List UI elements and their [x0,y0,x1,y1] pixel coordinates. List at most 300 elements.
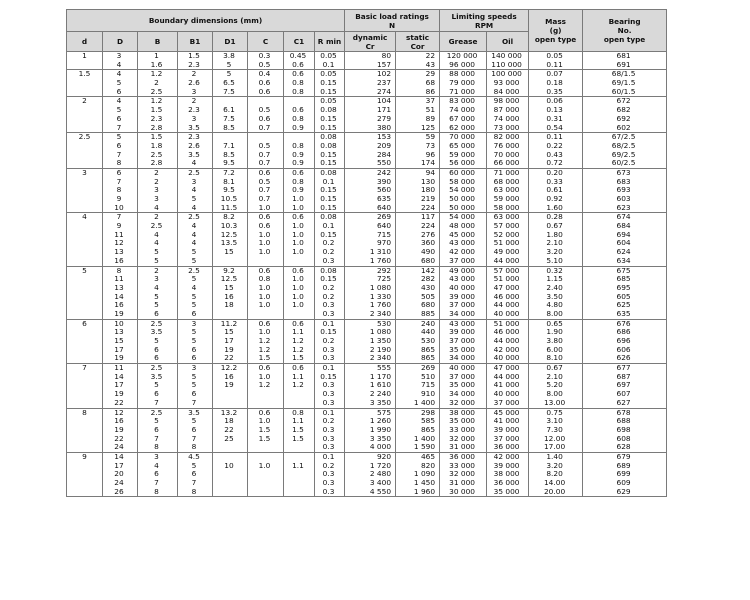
cell-static: 910 [396,390,440,399]
cell-B: 2.5 [138,319,178,328]
cell-mass: 17.00 [529,443,583,452]
cell-bearing-no: 691 [583,61,667,70]
cell-rmin: 0.3 [315,399,345,408]
cell-C: 0.5 [248,61,284,70]
cell-B1: 2.6 [178,79,213,88]
cell-B: 5 [138,381,178,390]
cell-mass: 3.10 [529,417,583,426]
cell-grease: 88 000 [440,70,487,79]
cell-C1: 0.6 [284,319,315,328]
cell-grease: 79 000 [440,79,487,88]
cell-d [67,275,103,284]
cell-D: 26 [103,488,138,497]
cell-static: 490 [396,248,440,257]
cell-C1: 0.9 [284,159,315,168]
cell-grease: 50 000 [440,204,487,213]
cell-B: 6 [138,470,178,479]
cell-B: 3.5 [138,373,178,382]
cell-D1: 19 [213,381,248,390]
cell-oil: 46 000 [487,293,529,302]
cell-mass: 5.10 [529,257,583,266]
cell-B: 1.5 [138,133,178,142]
cell-oil: 93 000 [487,79,529,88]
cell-D: 4 [103,70,138,79]
cell-rmin: 0.3 [315,354,345,363]
cell-grease: 35 000 [440,417,487,426]
cell-D: 19 [103,354,138,363]
cell-C: 0.6 [248,79,284,88]
cell-dynamic: 575 [345,408,396,417]
cell-d: 5 [67,266,103,275]
cell-static: 530 [396,337,440,346]
cell-B1: 5 [178,275,213,284]
cell-static: 865 [396,354,440,363]
cell-dynamic: 640 [345,222,396,231]
cell-d: 8 [67,408,103,417]
cell-grease: 43 000 [440,239,487,248]
cell-D1: 5 [213,70,248,79]
cell-D: 15 [103,337,138,346]
cell-grease: 37 000 [440,257,487,266]
cell-B: 2.5 [138,88,178,97]
cell-D: 11 [103,275,138,284]
cell-grease: 34 000 [440,310,487,319]
cell-D1: 10.5 [213,195,248,204]
cell-bearing-no: 627 [583,399,667,408]
cell-B1: 5 [178,381,213,390]
cell-C: 0.6 [248,88,284,97]
cell-C: 0.6 [248,213,284,222]
cell-bearing-no: 624 [583,248,667,257]
limiting-speeds-header: Limiting speeds RPM [440,10,529,32]
cell-B: 1.8 [138,142,178,151]
cell-oil: 76 000 [487,142,529,151]
cell-B1: 7 [178,399,213,408]
cell-B: 7 [138,399,178,408]
cell-rmin: 0.3 [315,310,345,319]
cell-B1: 5 [178,293,213,302]
cell-B1: 2.5 [178,266,213,275]
table-row [67,106,667,115]
cell-rmin: 0.2 [315,284,345,293]
cell-B: 6 [138,354,178,363]
cell-oil: 100 000 [487,70,529,79]
cell-grease: 37 000 [440,301,487,310]
table-row [67,151,667,160]
cell-oil: 44 000 [487,257,529,266]
cell-D: 3 [103,52,138,61]
cell-static: 430 [396,284,440,293]
cell-C1: 1.0 [284,204,315,213]
col-rmin-header: R min [315,32,345,52]
cell-grease: 67 000 [440,115,487,124]
cell-B1: 3 [178,319,213,328]
table-row [67,364,667,373]
cell-oil: 42 000 [487,346,529,355]
table-row [67,195,667,204]
cell-mass: 3.20 [529,248,583,257]
cell-D1: 10 [213,462,248,471]
cell-d [67,106,103,115]
cell-dynamic: 1 720 [345,462,396,471]
cell-oil: 40 000 [487,310,529,319]
table-row [67,293,667,302]
cell-static: 865 [396,346,440,355]
cell-mass: 13.00 [529,399,583,408]
cell-D1: 19 [213,346,248,355]
cell-C1 [284,390,315,399]
cell-static: 715 [396,381,440,390]
cell-C: 1.0 [248,204,284,213]
table-row [67,231,667,240]
cell-dynamic: 2 480 [345,470,396,479]
cell-mass: 2.10 [529,239,583,248]
table-body [67,52,667,497]
table-row [67,97,667,106]
cell-d [67,488,103,497]
cell-d [67,248,103,257]
cell-grease: 39 000 [440,328,487,337]
cell-oil: 42 000 [487,452,529,461]
cell-rmin: 0.08 [315,142,345,151]
cell-C: 0.5 [248,178,284,187]
cell-d [67,373,103,382]
cell-B1: 6 [178,354,213,363]
cell-B1: 5 [178,462,213,471]
table-row [67,319,667,328]
cell-mass: 0.05 [529,52,583,61]
cell-D1: 8.2 [213,213,248,222]
cell-bearing-no: 68/1.5 [583,70,667,79]
table-row [67,79,667,88]
cell-bearing-no: 672 [583,97,667,106]
cell-B1: 7 [178,435,213,444]
cell-d [67,222,103,231]
cell-oil: 40 000 [487,354,529,363]
cell-C: 1.5 [248,426,284,435]
cell-d [67,479,103,488]
cell-bearing-no: 674 [583,213,667,222]
cell-C1: 0.6 [284,168,315,177]
cell-D1: 7.1 [213,142,248,151]
table-row [67,408,667,417]
table-row [67,310,667,319]
cell-mass: 0.43 [529,151,583,160]
cell-dynamic: 2 340 [345,310,396,319]
cell-D1: 22 [213,426,248,435]
cell-C1: 0.6 [284,213,315,222]
cell-grease: 31 000 [440,479,487,488]
cell-grease: 71 000 [440,88,487,97]
cell-D1: 12.5 [213,275,248,284]
cell-grease: 30 000 [440,488,487,497]
cell-B1: 3.5 [178,124,213,133]
cell-static: 585 [396,417,440,426]
cell-oil: 47 000 [487,284,529,293]
table-row [67,354,667,363]
cell-D: 14 [103,452,138,461]
cell-C1: 0.6 [284,106,315,115]
cell-dynamic: 920 [345,452,396,461]
cell-rmin: 0.1 [315,452,345,461]
col-B1-header: B1 [178,32,213,52]
cell-D: 5 [103,79,138,88]
cell-C: 0.7 [248,195,284,204]
cell-C1: 1.0 [284,195,315,204]
cell-B1: 4 [178,284,213,293]
cell-C1: 0.6 [284,364,315,373]
cell-rmin: 0.3 [315,381,345,390]
cell-B: 2.5 [138,222,178,231]
cell-B1: 3 [178,364,213,373]
table-row [67,159,667,168]
cell-oil: 44 000 [487,373,529,382]
cell-C [248,399,284,408]
cell-dynamic: 530 [345,319,396,328]
cell-C1: 1.0 [284,248,315,257]
cell-D: 4 [103,97,138,106]
cell-mass: 8.00 [529,390,583,399]
cell-static: 73 [396,142,440,151]
cell-grease: 34 000 [440,390,487,399]
cell-rmin: 0.2 [315,248,345,257]
cell-D1: 12.2 [213,364,248,373]
cell-bearing-no: 699 [583,470,667,479]
cell-D1: 9.5 [213,159,248,168]
cell-mass: 0.18 [529,79,583,88]
cell-mass: 8.10 [529,354,583,363]
cell-D: 16 [103,257,138,266]
cell-rmin: 0.3 [315,443,345,452]
cell-D1: 12.5 [213,231,248,240]
cell-D1: 5 [213,61,248,70]
cell-C1: 1.0 [284,239,315,248]
cell-d [67,346,103,355]
cell-C1 [284,399,315,408]
cell-d: 4 [67,213,103,222]
cell-B: 1.2 [138,70,178,79]
cell-grease: 43 000 [440,319,487,328]
cell-dynamic: 560 [345,186,396,195]
cell-D: 12 [103,239,138,248]
cell-grease: 38 000 [440,408,487,417]
cell-D: 17 [103,346,138,355]
cell-static: 680 [396,257,440,266]
cell-bearing-no: 685 [583,275,667,284]
cell-D: 11 [103,364,138,373]
cell-B: 2 [138,168,178,177]
cell-B1: 3 [178,88,213,97]
cell-bearing-no: 686 [583,328,667,337]
cell-oil: 70 000 [487,151,529,160]
cell-C: 0.6 [248,266,284,275]
cell-d [67,443,103,452]
cell-D: 7 [103,124,138,133]
cell-D1: 22 [213,354,248,363]
cell-C1: 0.9 [284,186,315,195]
cell-static: 142 [396,266,440,275]
table-row [67,115,667,124]
cell-B1: 2.5 [178,168,213,177]
cell-rmin: 0.08 [315,266,345,275]
cell-static: 440 [396,328,440,337]
cell-C: 1.0 [248,284,284,293]
cell-static: 174 [396,159,440,168]
cell-B: 5 [138,417,178,426]
cell-d [67,178,103,187]
cell-rmin: 0.15 [315,204,345,213]
cell-B: 4 [138,231,178,240]
cell-grease: 62 000 [440,124,487,133]
cell-mass: 0.61 [529,186,583,195]
cell-grease: 83 000 [440,97,487,106]
cell-d [67,231,103,240]
table-row [67,470,667,479]
cell-D1 [213,257,248,266]
cell-B1: 3 [178,115,213,124]
cell-rmin: 0.1 [315,364,345,373]
cell-C1 [284,488,315,497]
cell-mass: 12.00 [529,435,583,444]
cell-rmin: 0.2 [315,417,345,426]
cell-B: 2 [138,266,178,275]
cell-oil: 84 000 [487,88,529,97]
cell-rmin: 0.08 [315,213,345,222]
bearing-no-header: Bearing No. open type [583,10,667,52]
cell-d: 6 [67,319,103,328]
cell-static: 1 400 [396,435,440,444]
cell-rmin: 0.3 [315,435,345,444]
cell-static: 22 [396,52,440,61]
cell-oil: 52 000 [487,231,529,240]
col-B-header: B [138,32,178,52]
cell-C: 0.6 [248,364,284,373]
table-row [67,390,667,399]
cell-rmin: 0.1 [315,319,345,328]
cell-C: 1.0 [248,417,284,426]
cell-D: 24 [103,479,138,488]
col-static-header: static Cor [396,32,440,52]
table-row [67,462,667,471]
cell-oil: 40 000 [487,390,529,399]
cell-B1: 4 [178,186,213,195]
cell-B1: 2 [178,97,213,106]
cell-B1: 4.5 [178,452,213,461]
cell-C1: 1.5 [284,354,315,363]
cell-grease: 54 000 [440,213,487,222]
cell-D: 5 [103,106,138,115]
cell-D1: 11.5 [213,204,248,213]
cell-B1: 3.5 [178,151,213,160]
cell-mass: 0.22 [529,142,583,151]
cell-B: 5 [138,301,178,310]
cell-rmin: 0.05 [315,70,345,79]
load-ratings-header: Basic load ratings N [345,10,440,32]
cell-C1: 0.6 [284,70,315,79]
cell-rmin: 0.3 [315,257,345,266]
cell-C [248,97,284,106]
cell-C [248,310,284,319]
cell-C1: 1.1 [284,328,315,337]
cell-grease: 34 000 [440,354,487,363]
cell-D: 19 [103,390,138,399]
cell-rmin: 0.2 [315,462,345,471]
cell-rmin: 0.15 [315,115,345,124]
cell-C1 [284,133,315,142]
cell-B1: 5 [178,248,213,257]
cell-B1: 5 [178,417,213,426]
cell-bearing-no: 673 [583,168,667,177]
cell-C [248,452,284,461]
cell-D: 14 [103,293,138,302]
cell-C: 1.0 [248,239,284,248]
cell-C1: 1.2 [284,381,315,390]
cell-static: 1 090 [396,470,440,479]
cell-C: 0.5 [248,142,284,151]
cell-D: 19 [103,426,138,435]
cell-B1: 7 [178,479,213,488]
cell-D1: 8.1 [213,178,248,187]
cell-B: 2.8 [138,124,178,133]
cell-B: 8 [138,443,178,452]
cell-bearing-no: 634 [583,257,667,266]
cell-mass: 3.80 [529,337,583,346]
cell-dynamic: 1 330 [345,293,396,302]
cell-C: 0.6 [248,168,284,177]
cell-bearing-no: 698 [583,426,667,435]
bearing-spec-sheet [66,9,666,592]
table-row [67,61,667,70]
cell-B1: 5 [178,195,213,204]
cell-static: 89 [396,115,440,124]
cell-bearing-no: 695 [583,284,667,293]
cell-rmin: 0.15 [315,231,345,240]
cell-rmin: 0.05 [315,97,345,106]
cell-d: 1.5 [67,70,103,79]
cell-C1 [284,479,315,488]
cell-mass: 0.28 [529,213,583,222]
cell-D: 8 [103,159,138,168]
cell-C1: 1.0 [284,222,315,231]
cell-B: 2.3 [138,115,178,124]
cell-rmin: 0.15 [315,124,345,133]
cell-B1: 2.3 [178,61,213,70]
cell-B: 5 [138,293,178,302]
cell-B: 2.5 [138,364,178,373]
cell-grease: 43 000 [440,275,487,284]
cell-bearing-no: 682 [583,106,667,115]
col-D1-header: D1 [213,32,248,52]
cell-dynamic: 555 [345,364,396,373]
cell-d: 2 [67,97,103,106]
cell-dynamic: 1 350 [345,337,396,346]
cell-B1: 6 [178,310,213,319]
cell-bearing-no: 683 [583,178,667,187]
table-row [67,248,667,257]
cell-mass: 3.50 [529,293,583,302]
cell-B: 1 [138,52,178,61]
cell-B: 1.6 [138,61,178,70]
cell-D1: 8.5 [213,151,248,160]
cell-d [67,417,103,426]
cell-B1: 3.5 [178,408,213,417]
cell-C [248,488,284,497]
cell-C: 1.0 [248,248,284,257]
cell-d [67,79,103,88]
cell-B: 2 [138,178,178,187]
cell-oil: 68 000 [487,178,529,187]
cell-bearing-no: 605 [583,293,667,302]
